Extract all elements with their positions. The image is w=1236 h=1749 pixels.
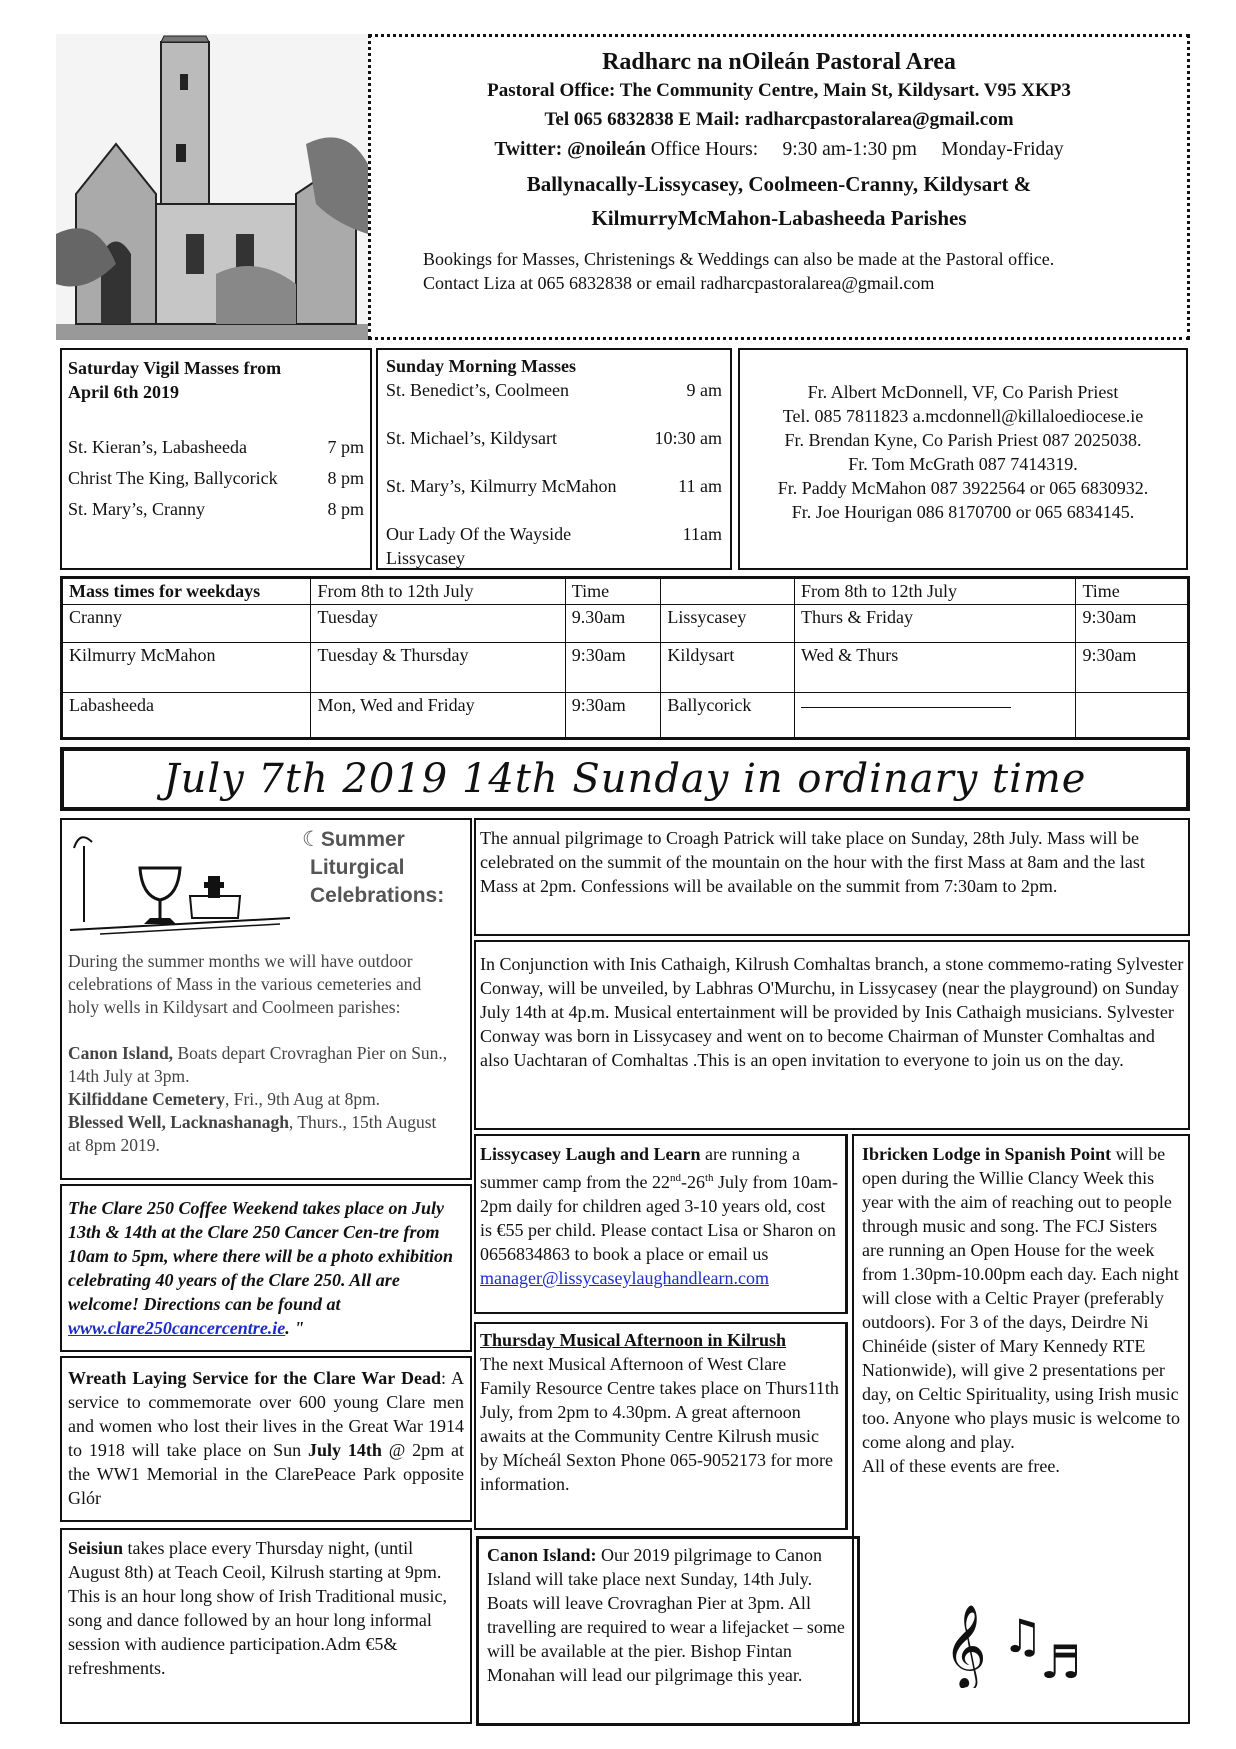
conway-text: In Conjunction with Inis Cathaigh, Kilrush Comhaltas branch, a stone commemo-rating Sylvester Conway, will be unveiled, by Labhras O'Murchu, in Lissycasey (near the playground) on Sunday July 14th at 4p.m. Musical entertainment will be provided by Inis Cathaigh musicians. Sylvester Conway was born in Lissycasey and went on to become Chairman of Munster Comhaltas and also Uachtaran of Comhaltas .This is an open invitation to everyone to join us on the day.: [480, 954, 1184, 1070]
laugh-text-1: are running a summer camp from the 22: [480, 1144, 801, 1192]
weekday-cell: Labasheeda: [63, 693, 311, 738]
sunday-time: 9 am: [686, 380, 722, 400]
svg-text:♫: ♫: [1002, 1609, 1044, 1663]
priest-line: Fr. Brendan Kyne, Co Parish Priest 087 2025038.: [784, 430, 1142, 450]
laugh-learn-box: [474, 1134, 848, 1314]
header-twitter-hours: [371, 135, 1187, 165]
ibricken-body: will be open during the Willie Clancy Week this year with the aim of reaching out to people through music and song. The FCJ Sisters are running an Open House for the week from 1.30pm-10.00pm each day. Each night will close with a Celtic Prayer (preferably outdoors). For 3 of the days, Deirdre Ni Chinéide (sister of Mary Kennedy RTE Nationwide), will give 2 presentations per day, on Celtic Spirituality, using Irish music too. Anyone who plays music is welcome to come along and play.: [862, 1144, 1180, 1452]
summer-event-text: , Fri., 9th Aug at 8pm.: [224, 1089, 381, 1109]
thursday-text: The next Musical Afternoon of West Clare Family Resource Centre takes place on Thurs11th July, from 2pm to 4.30pm. A great afternoon awaits at the Community Centre Kilrush music by Mícheál Sexton Phone 065-9052173 for more information.: [480, 1354, 839, 1494]
croagh-text: The annual pilgrimage to Croagh Patrick will take place on Sunday, 28th July. Mass will be celebrated on the summit of the mountain on the hour with the first Mass at 8am and the last Mass at 2pm. Confessions will be available on the summit from 7:30am to 2pm.: [480, 828, 1145, 896]
priest-line: Fr. Joe Hourigan 086 8170700 or 065 6834145.: [791, 502, 1135, 522]
weekday-header: From 8th to 12th July: [311, 579, 565, 605]
wreath-text-2: @ 2pm at the WW1 Memorial in the ClarePeace Park opposite Glór: [68, 1440, 464, 1508]
thursday-title: Thursday Musical Afternoon in Kilrush: [480, 1330, 787, 1350]
sunday-time: 11 am: [678, 476, 722, 496]
summer-event-text: Boats depart Crovraghan Pier on Sun., 14th July at 3pm.: [68, 1043, 448, 1086]
saturday-time: 8 pm: [327, 468, 364, 488]
wreath-title: Wreath Laying Service for the Clare War Dead: [68, 1368, 441, 1388]
priests-box: [738, 348, 1188, 570]
seisiun-title: Seisiun: [68, 1538, 124, 1558]
sunday-church: St. Michael’s, Kildysart: [386, 428, 557, 448]
laugh-sup-1: nd: [669, 1172, 681, 1184]
wreath-box: [60, 1356, 472, 1522]
header-bookings-2: Contact Liza at 065 6832838 or email radharcpastoralarea@gmail.com: [423, 273, 935, 293]
clare250-text: [68, 1196, 464, 1340]
summer-event-text: , Thurs., 15th August at 8pm 2019.: [68, 1112, 437, 1155]
summer-intro: During the summer months we will have outdoor celebrations of Mass in the various cemeteries and holy wells in Kildysart and Coolmeen parishes:: [68, 951, 422, 1017]
header-box: [368, 34, 1190, 340]
saturday-time: 7 pm: [327, 437, 364, 457]
weekday-cell: 9:30am: [1076, 605, 1188, 643]
sunday-heading: Sunday Morning Masses: [386, 356, 577, 376]
summer-title-1-text: Summer: [320, 828, 405, 851]
summer-event-name: Canon Island,: [68, 1043, 174, 1063]
weekday-mass-table: [60, 576, 1190, 740]
laugh-text-2: -26: [680, 1172, 705, 1192]
canon-text: [487, 1543, 849, 1687]
chalice-illustration: [70, 826, 290, 936]
clare250-link[interactable]: www.clare250cancercentre.ie: [68, 1318, 286, 1338]
ibricken-title: Ibricken Lodge in Spanish Point: [862, 1144, 1112, 1164]
weekday-cell: Mon, Wed and Friday: [311, 693, 565, 738]
saturday-church: St. Kieran’s, Labasheeda: [68, 437, 247, 457]
weekday-cell: Kilmurry McMahon: [63, 643, 311, 693]
weekday-cell: Tuesday: [311, 605, 565, 643]
priest-line: Tel. 085 7811823 a.mcdonnell@killaloediocese.ie: [782, 406, 1144, 426]
summer-event-name: Blessed Well, Lacknashanagh: [68, 1112, 289, 1132]
laugh-sup-2: th: [704, 1172, 714, 1184]
weekday-header: [661, 579, 795, 605]
saturday-church: St. Mary’s, Cranny: [68, 499, 205, 519]
sunday-masses-box: [376, 348, 732, 570]
conway-box: [474, 940, 1190, 1130]
laugh-email-link[interactable]: manager@lissycaseylaughandlearn.com: [480, 1268, 769, 1288]
priest-line: Fr. Paddy McMahon 087 3922564 or 065 6830932.: [777, 478, 1149, 498]
weekday-cell: Wed & Thurs: [795, 643, 1076, 693]
header-office-hours: Office Hours: 9:30 am-1:30 pm Monday-Friday: [650, 139, 1064, 160]
laugh-text-3: July from 10am-2pm daily for children aged 3-10 years old, cost is €55 per child. Please contact Lisa or Sharon on 0656834863 to book a place or email us: [480, 1172, 838, 1264]
header-parishes-1: Ballynacally-Lissycasey, Coolmeen-Cranny, Kildysart &: [526, 172, 1032, 196]
clare250-body: The Clare 250 Coffee Weekend takes place on July 13th & 14th at the Clare 250 Cancer Cen-tre from 10am to 5pm, where there will be a photo exhibition celebrating 40 years of the Clare 250. All are welcome! Directions can be found at: [68, 1198, 454, 1314]
sunday-row: [386, 522, 722, 546]
weekday-cell: Lissycasey: [661, 605, 795, 643]
sunday-church-extra: Lissycasey: [386, 548, 465, 568]
header-twitter: Twitter: @noileán: [494, 139, 646, 160]
weekday-header: Time: [565, 579, 661, 605]
seisiun-body: takes place every Thursday night, (until August 8th) at Teach Ceoil, Kilrush starting at 9pm. This is an hour long show of Irish Traditional music, song and dance followed by an hour long informal session with audience participation.Adm €5& refreshments.: [68, 1538, 447, 1678]
laugh-text: [480, 1142, 841, 1290]
sunday-row: [386, 378, 722, 402]
weekday-cell: 9.30am: [565, 605, 661, 643]
sunday-time: 10:30 am: [654, 428, 722, 448]
priest-line: Fr. Tom McGrath 087 7414319.: [848, 454, 1078, 474]
header-office: Pastoral Office: The Community Centre, Main St, Kildysart. V95 XKP3: [487, 80, 1071, 101]
summer-title-2: Liturgical: [310, 856, 405, 879]
weekday-cell: 9:30am: [1076, 643, 1188, 693]
sunday-church: St. Mary’s, Kilmurry McMahon: [386, 476, 617, 496]
saturday-heading-2: April 6th 2019: [68, 382, 180, 402]
wreath-text-1: : A service to commemorate over 600 young Clare men and women who lost their lives in the Great War 1914 to 1918 will take place on Sun: [68, 1368, 464, 1460]
saturday-masses-box: [60, 348, 372, 570]
saturday-row: [68, 463, 364, 494]
weekday-cell: Cranny: [63, 605, 311, 643]
sunday-church: St. Benedict’s, Coolmeen: [386, 380, 569, 400]
moon-icon: ☾: [302, 828, 321, 851]
date-banner: [60, 747, 1190, 811]
sunday-church: Our Lady Of the Wayside: [386, 524, 572, 544]
canon-island-box: [476, 1536, 860, 1726]
thursday-musical-box: [474, 1322, 848, 1530]
laugh-title: Lissycasey Laugh and Learn: [480, 1144, 701, 1164]
weekday-cell: Thurs & Friday: [795, 605, 1076, 643]
saturday-heading-1: Saturday Vigil Masses from: [68, 358, 282, 378]
summer-events: [68, 1042, 452, 1157]
svg-text:𝄞: 𝄞: [944, 1603, 987, 1687]
summer-event-name: Kilfiddane Cemetery: [68, 1089, 225, 1109]
saturday-row: [68, 494, 364, 525]
dash-line: [801, 707, 1011, 708]
weekday-cell: [1076, 693, 1188, 738]
weekday-cell: Tuesday & Thursday: [311, 643, 565, 693]
saturday-time: 8 pm: [327, 499, 364, 519]
clare250-box: [60, 1184, 472, 1352]
saturday-row: [68, 432, 364, 463]
sunday-time: 11am: [682, 524, 722, 544]
weekday-cell-empty: [795, 693, 1076, 738]
weekday-cell: 9:30am: [565, 693, 661, 738]
sunday-row: [386, 474, 722, 498]
ibricken-text: [862, 1142, 1180, 1454]
wreath-date: July 14th: [307, 1440, 382, 1460]
header-parishes-2: KilmurryMcMahon-Labasheeda Parishes: [591, 206, 967, 230]
summer-title: [302, 826, 444, 910]
weekday-header: Mass times for weekdays: [63, 579, 311, 605]
seisiun-text: [68, 1536, 464, 1680]
saturday-church: Christ The King, Ballycorick: [68, 468, 278, 488]
priest-line: Fr. Albert McDonnell, VF, Co Parish Priest: [807, 382, 1119, 402]
banner-text: July 7th 2019 14th Sunday in ordinary time: [163, 756, 1087, 802]
weekday-cell: Ballycorick: [661, 693, 795, 738]
croagh-patrick-box: [474, 818, 1190, 936]
header-tel-email: Tel 065 6832838 E Mail: radharcpastoralarea@gmail.com: [544, 109, 1014, 130]
clare250-tail: . ": [285, 1318, 305, 1338]
weekday-header: From 8th to 12th July: [795, 579, 1076, 605]
svg-text:♬: ♬: [1040, 1635, 1082, 1688]
canon-title: Canon Island:: [487, 1545, 597, 1565]
church-ruin-illustration: [56, 34, 368, 340]
weekday-cell: 9:30am: [565, 643, 661, 693]
ibricken-box: [852, 1134, 1190, 1724]
ibricken-free: All of these events are free.: [862, 1456, 1060, 1476]
header-title: Radharc na nOileán Pastoral Area: [602, 49, 956, 75]
weekday-header: Time: [1076, 579, 1188, 605]
header-bookings-1: Bookings for Masses, Christenings & Weddings can also be made at the Pastoral office.: [423, 249, 1055, 269]
seisiun-box: [60, 1528, 472, 1724]
summer-title-1: [302, 826, 444, 854]
weekday-cell: Kildysart: [661, 643, 795, 693]
summer-celebrations-box: [60, 818, 472, 1180]
music-notes-icon: [944, 1592, 1104, 1688]
wreath-text: [68, 1366, 464, 1510]
summer-title-3: Celebrations:: [310, 884, 445, 907]
canon-body: Our 2019 pilgrimage to Canon Island will take place next Sunday, 14th July. Boats will leave Crovraghan Pier at 3pm. All travelling are required to wear a lifejacket – some will be available at the pier. Bishop Fintan Monahan will lead our pilgrimage this year.: [487, 1545, 845, 1685]
sunday-row: [386, 426, 722, 450]
